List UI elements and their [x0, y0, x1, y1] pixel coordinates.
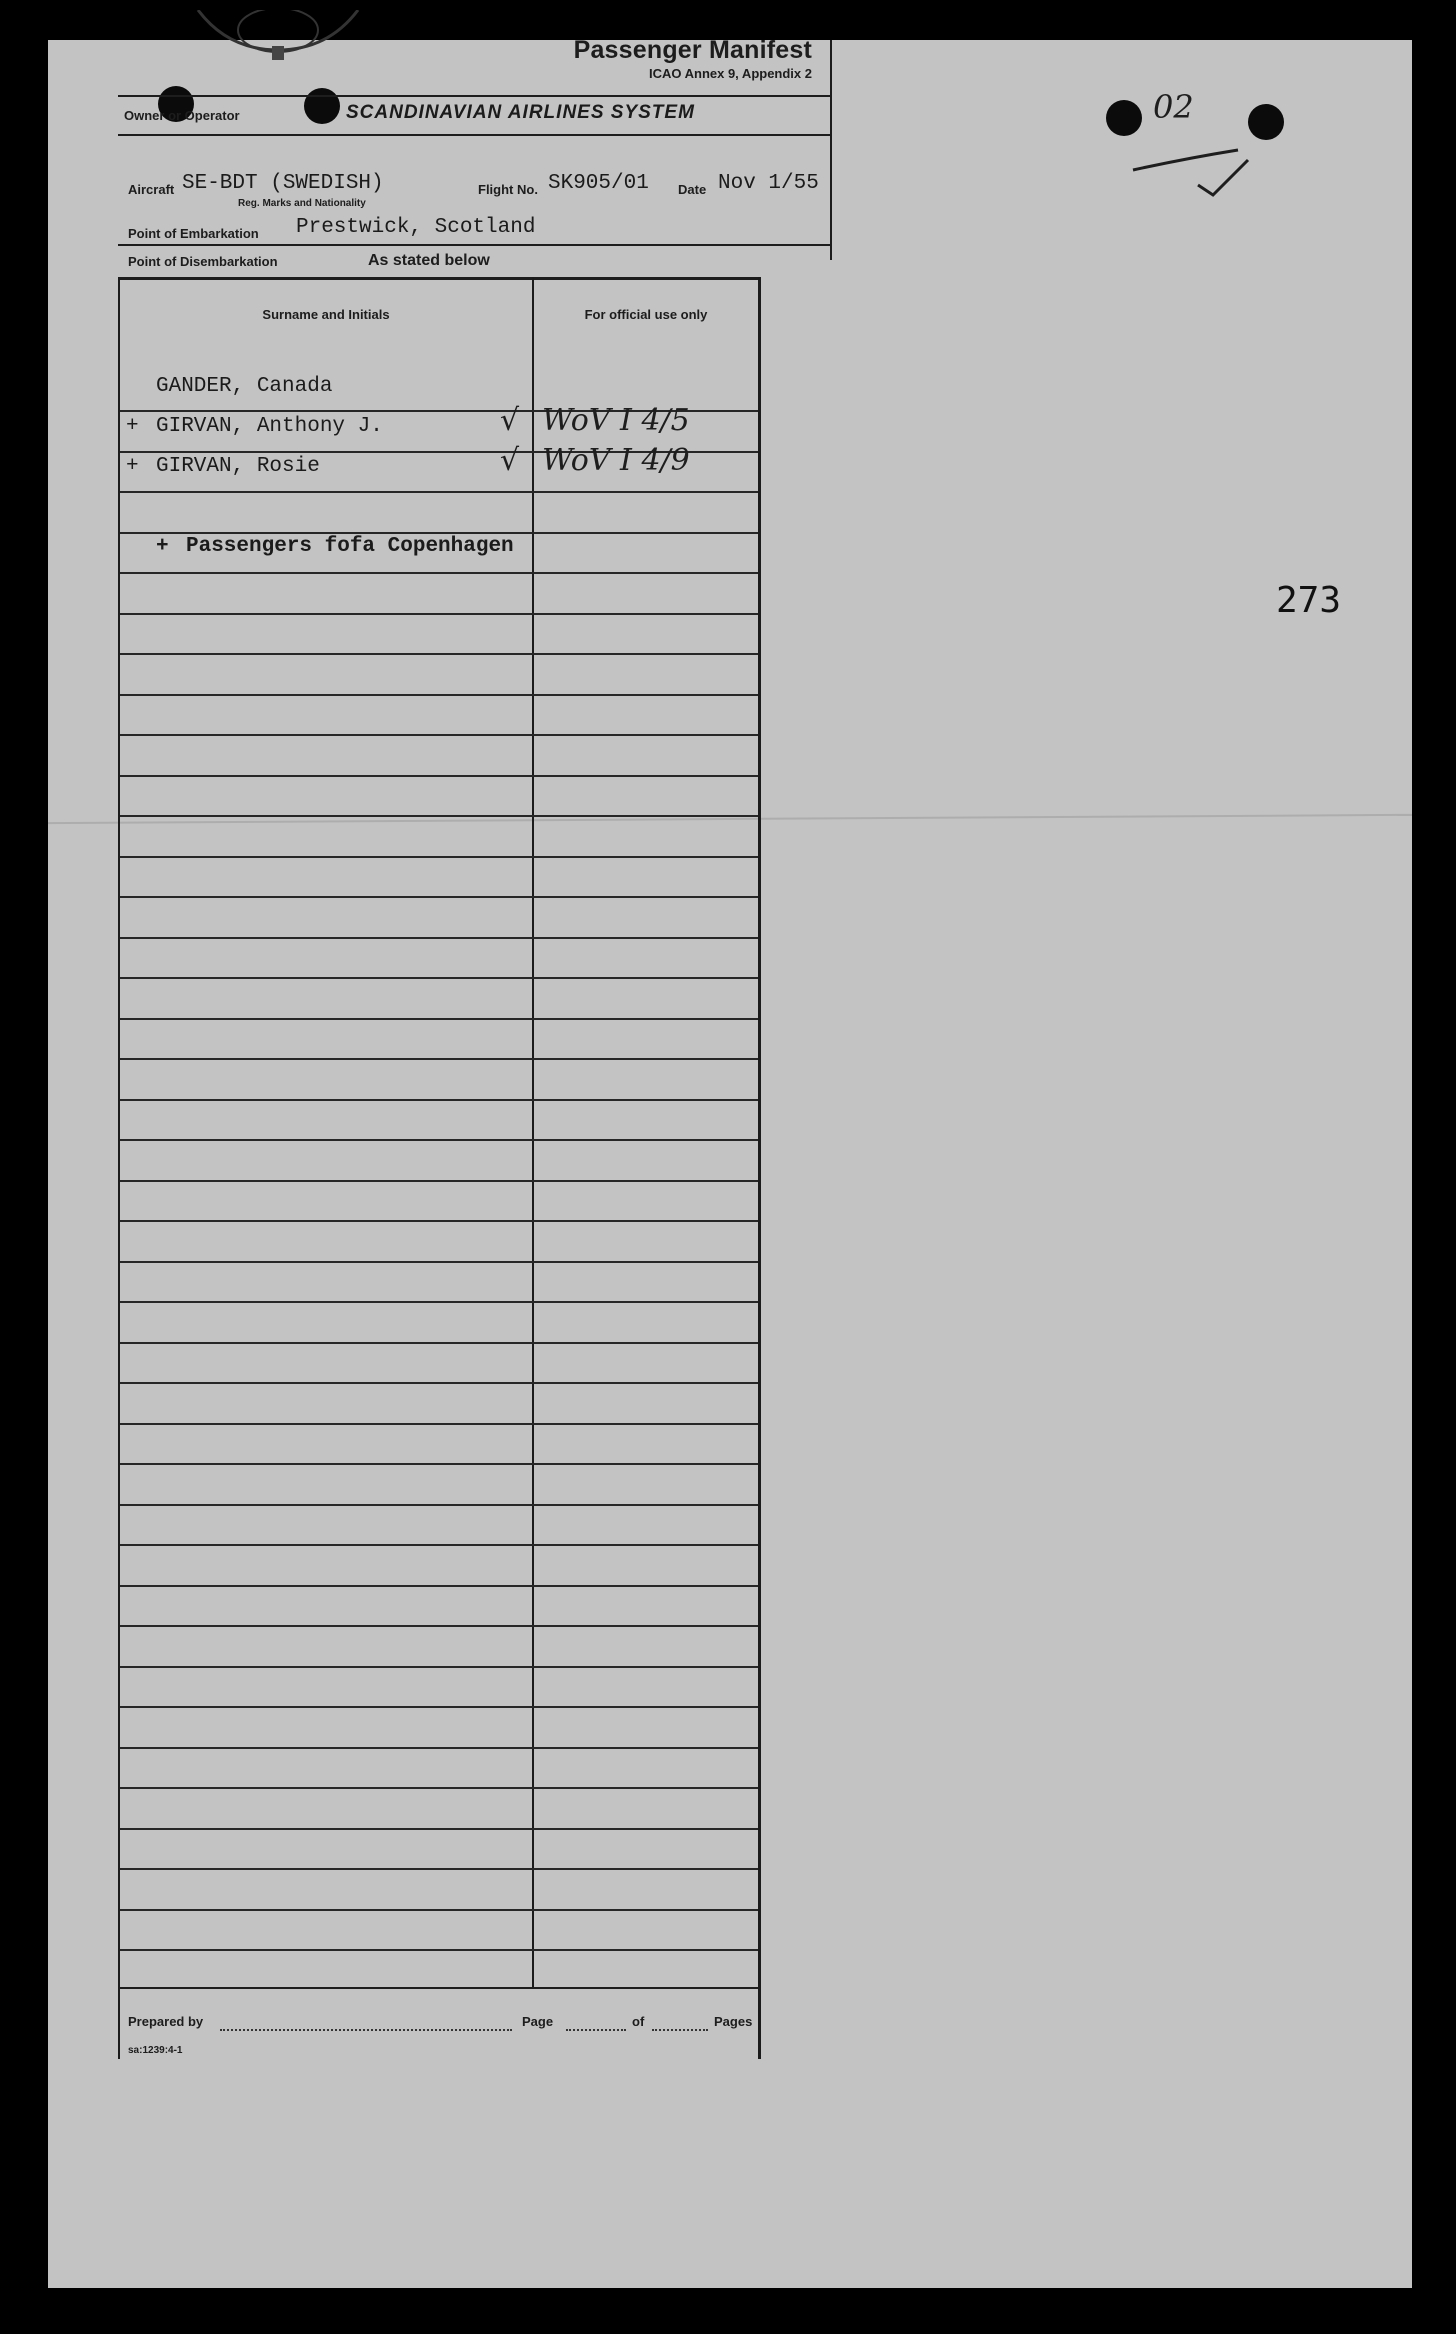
- table-row-line: [120, 1787, 758, 1789]
- table-row-line: [120, 694, 758, 696]
- table-row-line: [120, 1949, 758, 1951]
- table-row-line: [120, 1625, 758, 1627]
- form-title: Passenger Manifest: [573, 36, 812, 64]
- row-2-name: GIRVAN, Rosie: [156, 455, 320, 478]
- punch-hole: [1248, 104, 1284, 140]
- table-row-line: [120, 775, 758, 777]
- form-subtitle: ICAO Annex 9, Appendix 2: [648, 66, 812, 81]
- table-row-line: [120, 1706, 758, 1708]
- table-row-line: [120, 653, 758, 655]
- table-row-line: [120, 1544, 758, 1546]
- rule: [118, 244, 830, 246]
- table-row-line: [120, 1747, 758, 1749]
- table-row-line: [120, 1261, 758, 1263]
- table-row-line: [120, 613, 758, 615]
- table-row-line: [120, 572, 758, 574]
- table-row-line: [120, 1180, 758, 1182]
- rule: [118, 95, 830, 97]
- row-0-name: GANDER, Canada: [156, 375, 333, 398]
- table-row-line: [120, 1504, 758, 1506]
- table-row-line: [120, 1139, 758, 1141]
- disembarkation-value: As stated below: [368, 252, 490, 269]
- disembarkation-label: Point of Disembarkation: [128, 254, 278, 269]
- table-row-line: [120, 856, 758, 858]
- corner-mark: 02: [1153, 88, 1194, 126]
- owner-label: Owner or Operator: [124, 108, 240, 123]
- table-row-line: [120, 1301, 758, 1303]
- table-row-line: [120, 977, 758, 979]
- prepared-by-label: Prepared by: [128, 2014, 204, 2029]
- of-label: of: [632, 2014, 645, 2029]
- rule: [118, 134, 830, 136]
- row-1-check: √: [500, 403, 520, 438]
- row-1-name: GIRVAN, Anthony J.: [156, 415, 383, 438]
- row-2-check: √: [500, 443, 520, 478]
- punch-hole: [1106, 100, 1142, 136]
- row-2-note: WoV I 4/9: [542, 443, 690, 478]
- manifest-form: [118, 36, 878, 2070]
- table-row-line: [120, 1342, 758, 1344]
- table-row-line: [120, 1018, 758, 1020]
- rule: [120, 1987, 758, 1989]
- row-1-marker: +: [126, 415, 139, 438]
- page-number: 273: [1276, 580, 1342, 621]
- date-label: Date: [678, 182, 707, 197]
- aircraft-label: Aircraft: [128, 182, 175, 197]
- surname-column-header: Surname and Initials: [262, 307, 390, 322]
- table-row-line: [120, 734, 758, 736]
- rule: [120, 277, 758, 280]
- flight-label: Flight No.: [478, 182, 538, 197]
- embarkation-label: Point of Embarkation: [128, 226, 259, 241]
- table-row-line: [120, 937, 758, 939]
- manifest-sheet: [48, 36, 1412, 2288]
- table-row-line: [120, 1463, 758, 1465]
- table-row-line: [120, 491, 758, 493]
- table-row-line: [120, 1099, 758, 1101]
- official-column-header: For official use only: [584, 307, 708, 322]
- of-line: [652, 2029, 708, 2031]
- pages-label: Pages: [714, 2014, 753, 2029]
- table-row-line: [120, 532, 758, 534]
- flight-value: SK905/01: [548, 172, 649, 195]
- table-row-line: [120, 1909, 758, 1911]
- table-row-line: [120, 1585, 758, 1587]
- owner-value: SCANDINAVIAN AIRLINES SYSTEM: [346, 102, 695, 123]
- aircraft-sublabel: Reg. Marks and Nationality: [238, 198, 366, 209]
- form-header: [118, 36, 832, 269]
- row-4-marker: +: [156, 535, 169, 558]
- table-row-line: [120, 1058, 758, 1060]
- table-row-line: [120, 1423, 758, 1425]
- embarkation-value: Prestwick, Scotland: [296, 216, 536, 239]
- date-value: Nov 1/55: [718, 172, 819, 195]
- table-row-line: [120, 815, 758, 817]
- row-4-name: Passengers fofa Copenhagen: [186, 535, 514, 558]
- table-row-line: [120, 1220, 758, 1222]
- table-row-line: [120, 1868, 758, 1870]
- aircraft-value: SE-BDT (SWEDISH): [182, 172, 384, 195]
- table-row-line: [120, 1382, 758, 1384]
- table-row-line: [120, 1666, 758, 1668]
- form-code: sa:1239:4-1: [128, 2045, 183, 2056]
- checkmark-scribble: [1128, 140, 1268, 210]
- passenger-table: [118, 277, 761, 2059]
- table-row-line: [120, 1828, 758, 1830]
- prepared-by-line: [220, 2029, 512, 2031]
- row-2-marker: +: [126, 455, 139, 478]
- table-row-line: [120, 896, 758, 898]
- page-label: Page: [522, 2014, 554, 2029]
- page-line: [566, 2029, 626, 2031]
- row-1-note: WoV I 4/5: [542, 403, 690, 438]
